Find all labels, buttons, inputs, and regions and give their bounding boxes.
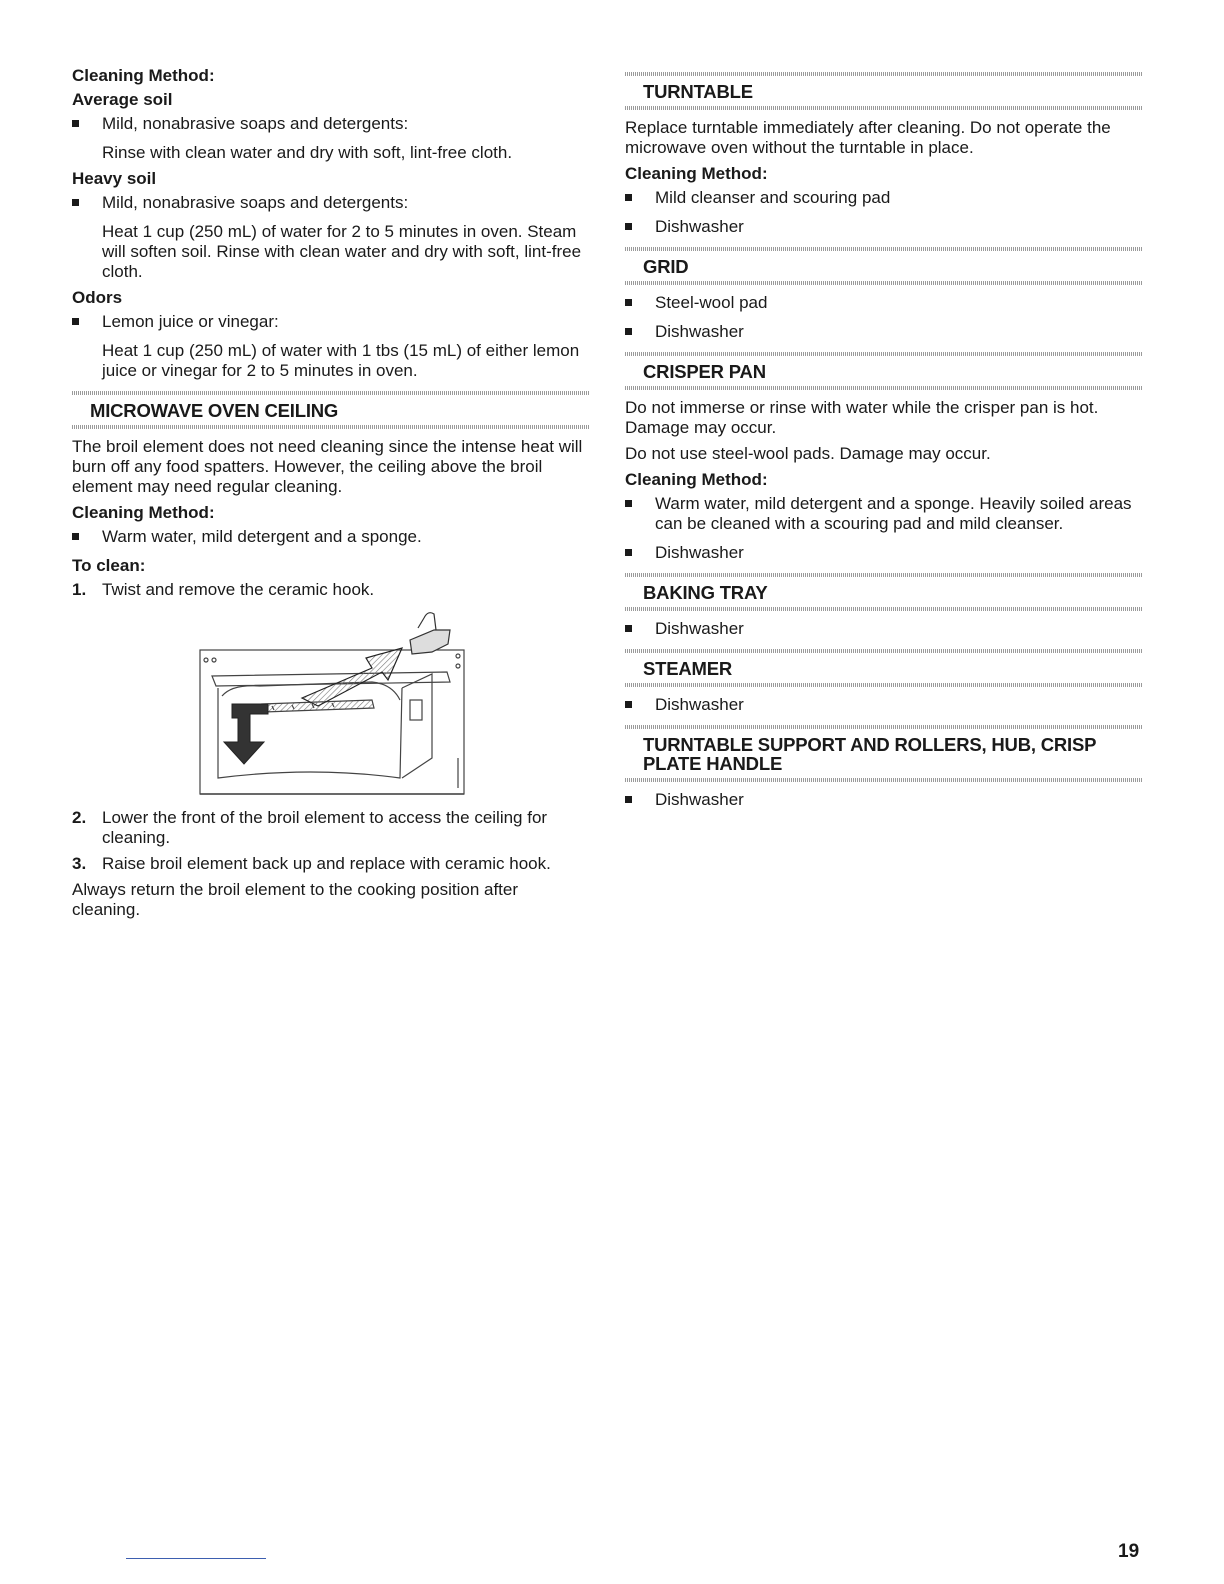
page-number: 19 [1118, 1541, 1140, 1562]
hook-part [410, 613, 450, 654]
down-arrow [224, 704, 268, 764]
header-bottom-rule [72, 425, 590, 429]
turntable-bullet: Dishwasher [625, 217, 1143, 237]
ceiling-intro: The broil element does not need cleaning since the intense heat will burn off any food spatters. However, the ceiling above the broil element may need regular cleaning. [72, 437, 583, 496]
step-number: 3. [72, 854, 87, 873]
grid-bullet: Dishwasher [625, 322, 1143, 342]
odors-text: Heat 1 cup (250 mL) of water with 1 tbs (15 mL) of either lemon juice or vinegar for 2 to 5 minutes in oven. [102, 341, 580, 380]
left-column [72, 66, 590, 926]
turntable-support-title: TURNTABLE SUPPORT AND ROLLERS, HUB, CRISP PLATE HANDLE [643, 734, 1096, 774]
turntable-bullet: Mild cleanser and scouring pad [625, 188, 1143, 208]
steamer-header [625, 649, 1143, 687]
grid-bullet: Steel-wool pad [625, 293, 1143, 313]
turntable-support-header [625, 725, 1143, 782]
grid-header [625, 247, 1143, 285]
microwave-ceiling-header [72, 391, 590, 429]
header-bottom-rule [625, 106, 1143, 110]
ceiling-method-label: Cleaning Method: [72, 503, 215, 522]
turntable-intro: Replace turntable immediately after cleaning. Do not operate the microwave oven without the turntable in place. [625, 118, 1111, 157]
step-text: Raise broil element back up and replace with ceramic hook. [102, 854, 551, 873]
up-arrow [302, 648, 402, 706]
step-text: Twist and remove the ceramic hook. [102, 580, 375, 599]
turntable-method-label: Cleaning Method: [625, 164, 768, 183]
crisper-pan-text: Do not immerse or rinse with water while the crisper pan is hot. Damage may occur. [625, 398, 1099, 437]
average-soil-text: Rinse with clean water and dry with soft, lint-free cloth. [102, 143, 513, 162]
right-column [625, 66, 1143, 819]
steamer-bullet: Dishwasher [625, 695, 1143, 715]
crisper-pan-text: Do not use steel-wool pads. Damage may occur. [625, 444, 991, 463]
crisper-pan-header [625, 352, 1143, 390]
turntable-header [625, 72, 1143, 110]
step-number: 1. [72, 580, 87, 599]
baking-tray-header [625, 573, 1143, 611]
step-3 [72, 854, 590, 874]
step-2 [72, 808, 590, 848]
grid-title: GRID [643, 256, 689, 277]
footer-link-line[interactable] [126, 1558, 266, 1559]
baking-tray-title: BAKING TRAY [643, 582, 768, 603]
crisper-method-label: Cleaning Method: [625, 470, 768, 489]
crisper-bullet: Dishwasher [625, 543, 1143, 563]
crisper-bullet: Warm water, mild detergent and a sponge. Heavily soiled areas can be cleaned with a scouring pad and mild cleanser. [625, 494, 1143, 534]
broil-element-diagram [72, 608, 492, 798]
step-1 [72, 580, 590, 600]
microwave-ceiling-title: MICROWAVE OVEN CEILING [90, 400, 339, 421]
ceiling-method-bullet: Warm water, mild detergent and a sponge. [72, 527, 590, 547]
baking-tray-bullet: Dishwasher [625, 619, 1143, 639]
to-clean-label: To clean: [72, 556, 146, 575]
turntable-support-bullet: Dishwasher [625, 790, 1143, 810]
heavy-soil-label: Heavy soil [72, 169, 157, 188]
step-number: 2. [72, 808, 87, 827]
heavy-soil-text: Heat 1 cup (250 mL) of water for 2 to 5 minutes in oven. Steam will soften soil. Rinse with clean water and dry with soft, lint-free cloth. [102, 222, 582, 281]
average-soil-bullet: Mild, nonabrasive soaps and detergents: [72, 114, 590, 134]
heavy-soil-bullet: Mild, nonabrasive soaps and detergents: [72, 193, 590, 213]
cleaning-method-label: Cleaning Method: [72, 66, 215, 85]
header-bottom-rule [625, 386, 1143, 390]
average-soil-label: Average soil [72, 90, 173, 109]
crisper-pan-title: CRISPER PAN [643, 361, 766, 382]
turntable-title: TURNTABLE [643, 81, 753, 102]
header-bottom-rule [625, 281, 1143, 285]
step-text: Lower the front of the broil element to access the ceiling for cleaning. [102, 808, 548, 847]
header-bottom-rule [625, 683, 1143, 687]
header-bottom-rule [625, 607, 1143, 611]
odors-bullet: Lemon juice or vinegar: [72, 312, 590, 332]
odors-label: Odors [72, 288, 123, 307]
ceiling-illustration [72, 608, 590, 798]
steamer-title: STEAMER [643, 658, 733, 679]
header-bottom-rule [625, 778, 1143, 782]
ceiling-closing: Always return the broil element to the cooking position after cleaning. [72, 880, 519, 919]
